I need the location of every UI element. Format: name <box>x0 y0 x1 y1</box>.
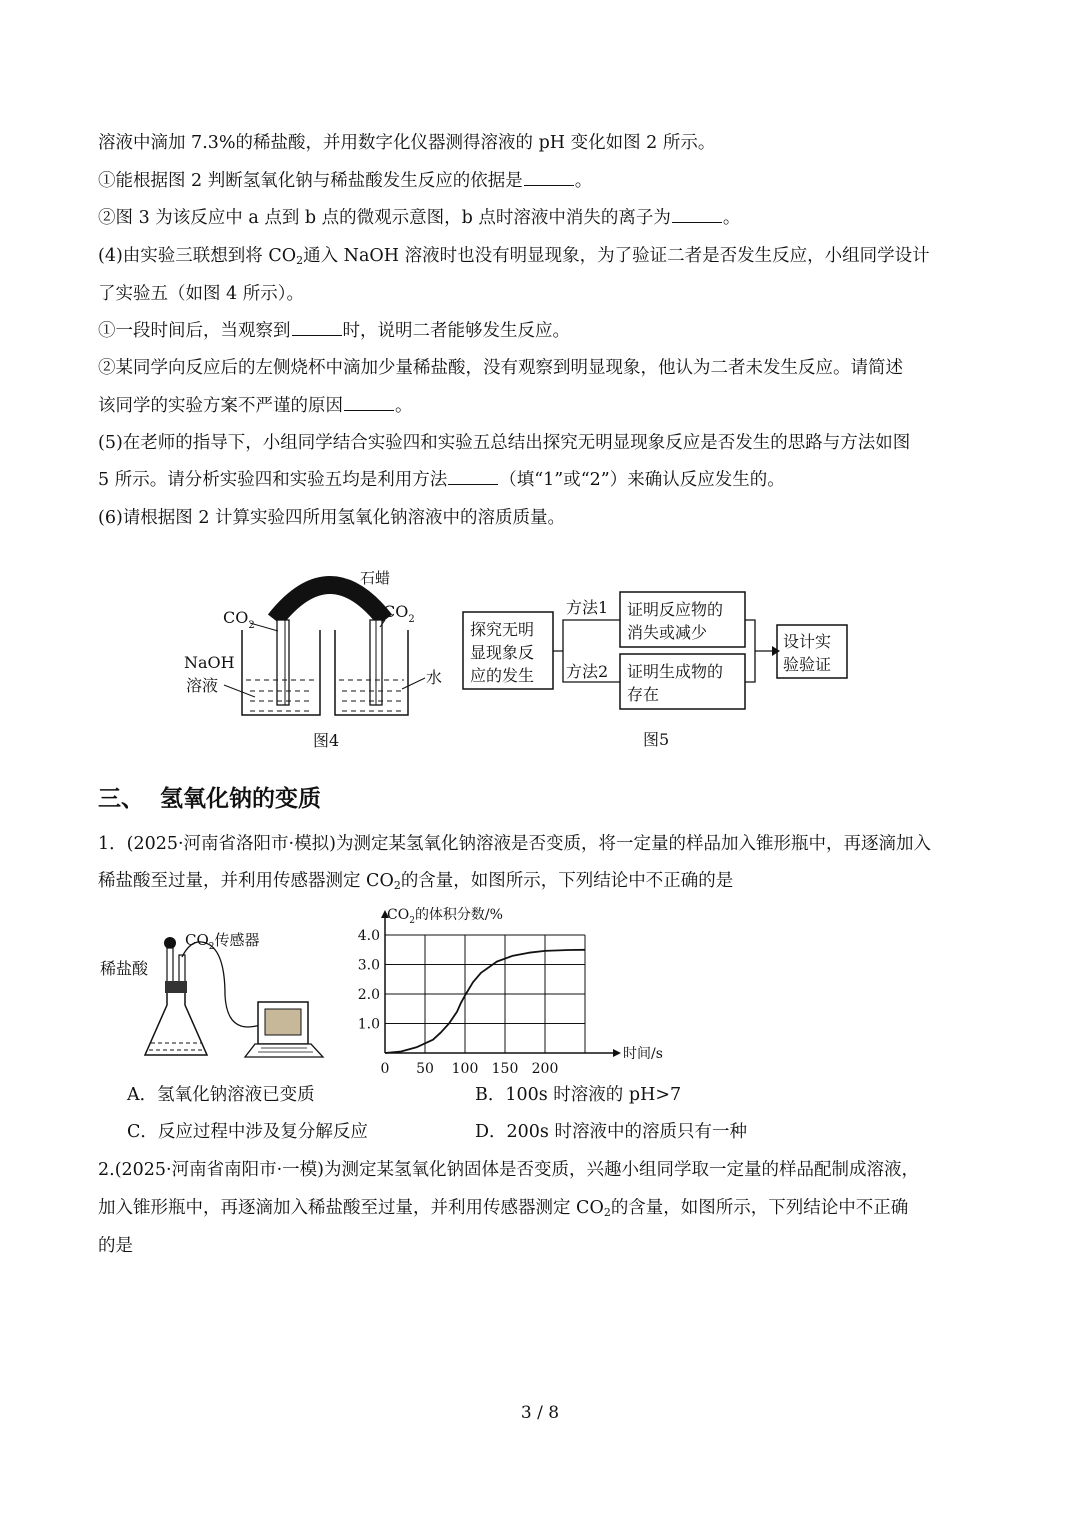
svg-text:存在: 存在 <box>627 685 660 704</box>
tube-label: 石蜡 <box>360 569 391 587</box>
answer-blank[interactable] <box>672 206 722 223</box>
page-number: 3 / 8 <box>520 1403 560 1423</box>
left-tube <box>277 620 289 705</box>
text-line: ②图 3 为该反应中 a 点到 b 点的微观示意图，b 点时溶液中消失的离子为 。 <box>98 208 741 228</box>
figure-5 <box>460 585 860 755</box>
text-line: (5)在老师的指导下，小组同学结合实验四和实验五总结出探究无明显现象反应是否发生的思路与方法如图 <box>98 433 911 453</box>
x-axis-arrow <box>613 1049 621 1057</box>
q1-option-c[interactable]: C．反应过程中涉及复分解反应 <box>127 1122 368 1142</box>
acid-label: 稀盐酸 <box>100 959 149 978</box>
q1-option-d[interactable]: D．200s 时溶液中的溶质只有一种 <box>475 1122 747 1142</box>
x-tick-label: 200 <box>531 1061 559 1077</box>
answer-blank[interactable] <box>344 394 394 411</box>
water-label: 水 <box>426 668 443 687</box>
x-tick-label: 50 <box>416 1061 434 1077</box>
stopper <box>165 981 187 993</box>
figure-5-caption: 图5 <box>643 730 670 749</box>
section-heading: 三、 氢氧化钠的变质 <box>98 786 321 812</box>
x-tick-label: 100 <box>451 1061 479 1077</box>
q1-text-line: 1．(2025·河南省洛阳市·模拟)为测定某氢氧化钠溶液是否变质，将一定量的样品加入锥形瓶中，再逐滴加入 <box>98 834 931 854</box>
x-axis-label: 时间/s <box>623 1046 663 1062</box>
y-tick-label: 2.0 <box>357 987 380 1003</box>
dropper-bulb <box>164 937 176 949</box>
q2-text-line: 加入锥形瓶中，再逐滴加入稀盐酸至过量，并利用传感器测定 $CO_2$的含量，如图所示，下列结论中不正确 <box>98 1198 909 1219</box>
figure-4 <box>180 565 460 755</box>
svg-text:应的发生: 应的发生 <box>470 666 535 685</box>
q1-co2-chart <box>345 900 675 1075</box>
svg-text:显现象反: 显现象反 <box>470 643 535 662</box>
computer-keyboard <box>245 1044 323 1057</box>
text-line: (4)由实验三联想到将 $CO_2$通入 NaOH 溶液时也没有明显现象，为了验证二者是否发生反应，小组同学设计 <box>98 246 930 267</box>
text-line: ②某同学向反应后的左侧烧杯中滴加少量稀盐酸，没有观察到明显现象，他认为二者未发生反应。请简述 <box>98 358 903 378</box>
q1-text-line: 稀盐酸至过量，并利用传感器测定 $CO_2$的含量，如图所示，下列结论中不正确的是 <box>98 871 734 892</box>
text-line: 了实验五（如图 4 所示）。 <box>98 284 305 304</box>
text-line: 5 所示。请分析实验四和实验五均是利用方法 （填“1”或“2”）来确认反应发生的。 <box>98 470 785 490</box>
answer-blank[interactable] <box>448 468 498 485</box>
svg-text:验验证: 验验证 <box>783 655 832 674</box>
y-tick-label: 1.0 <box>357 1016 380 1033</box>
svg-text:证明生成物的: 证明生成物的 <box>627 662 724 681</box>
q1-apparatus <box>95 915 335 1070</box>
conical-flask <box>145 993 207 1055</box>
method-2-label: 方法2 <box>566 662 609 681</box>
answer-blank[interactable] <box>524 169 574 186</box>
co2-label-right: $CO_2$ <box>383 602 415 625</box>
text-line: (6)请根据图 2 计算实验四所用氢氧化钠溶液中的溶质质量。 <box>98 508 566 528</box>
svg-text:证明反应物的: 证明反应物的 <box>627 600 724 619</box>
answer-blank[interactable] <box>292 319 342 336</box>
svg-text:消失或减少: 消失或减少 <box>627 623 708 642</box>
svg-text:探究无明: 探究无明 <box>470 620 535 639</box>
x-tick-label: 0 <box>380 1061 390 1077</box>
q2-text-line: 2.(2025·河南省南阳市·一模)为测定某氢氧化钠固体是否变质，兴趣小组同学取一定量的样品配制成溶液， <box>98 1160 920 1180</box>
naoh-label: NaOH <box>184 653 235 672</box>
co2-label-left: $CO_2$ <box>223 608 255 631</box>
q2-text-line: 的是 <box>98 1236 133 1256</box>
y-tick-label: 4.0 <box>357 928 380 944</box>
q1-option-a[interactable]: A．氢氧化钠溶液已变质 <box>127 1085 315 1105</box>
x-tick-label: 150 <box>491 1061 519 1077</box>
series-line-co2 <box>385 950 585 1053</box>
method-1-label: 方法1 <box>566 598 609 617</box>
text-line: 该同学的实验方案不严谨的原因 。 <box>98 396 413 416</box>
q1-option-b[interactable]: B．100s 时溶液的 pH>7 <box>475 1085 682 1105</box>
svg-text:设计实: 设计实 <box>783 632 832 651</box>
figure-4-caption: 图4 <box>313 731 340 750</box>
text-line: ①能根据图 2 判断氢氧化钠与稀盐酸发生反应的依据是 。 <box>98 171 593 191</box>
y-tick-label: 3.0 <box>357 957 380 974</box>
sensor-label: $CO_2$传感器 <box>185 931 260 952</box>
naoh-label-solution: 溶液 <box>186 676 219 695</box>
text-line: ①一段时间后，当观察到 时，说明二者能够发生反应。 <box>98 321 570 341</box>
paraffin-tube <box>275 585 385 620</box>
y-axis-label: $CO_2$的体积分数/% <box>387 907 503 926</box>
text-line: 溶液中滴加 7.3%的稀盐酸，并用数字化仪器测得溶液的 pH 变化如图 2 所示。 <box>98 133 716 153</box>
